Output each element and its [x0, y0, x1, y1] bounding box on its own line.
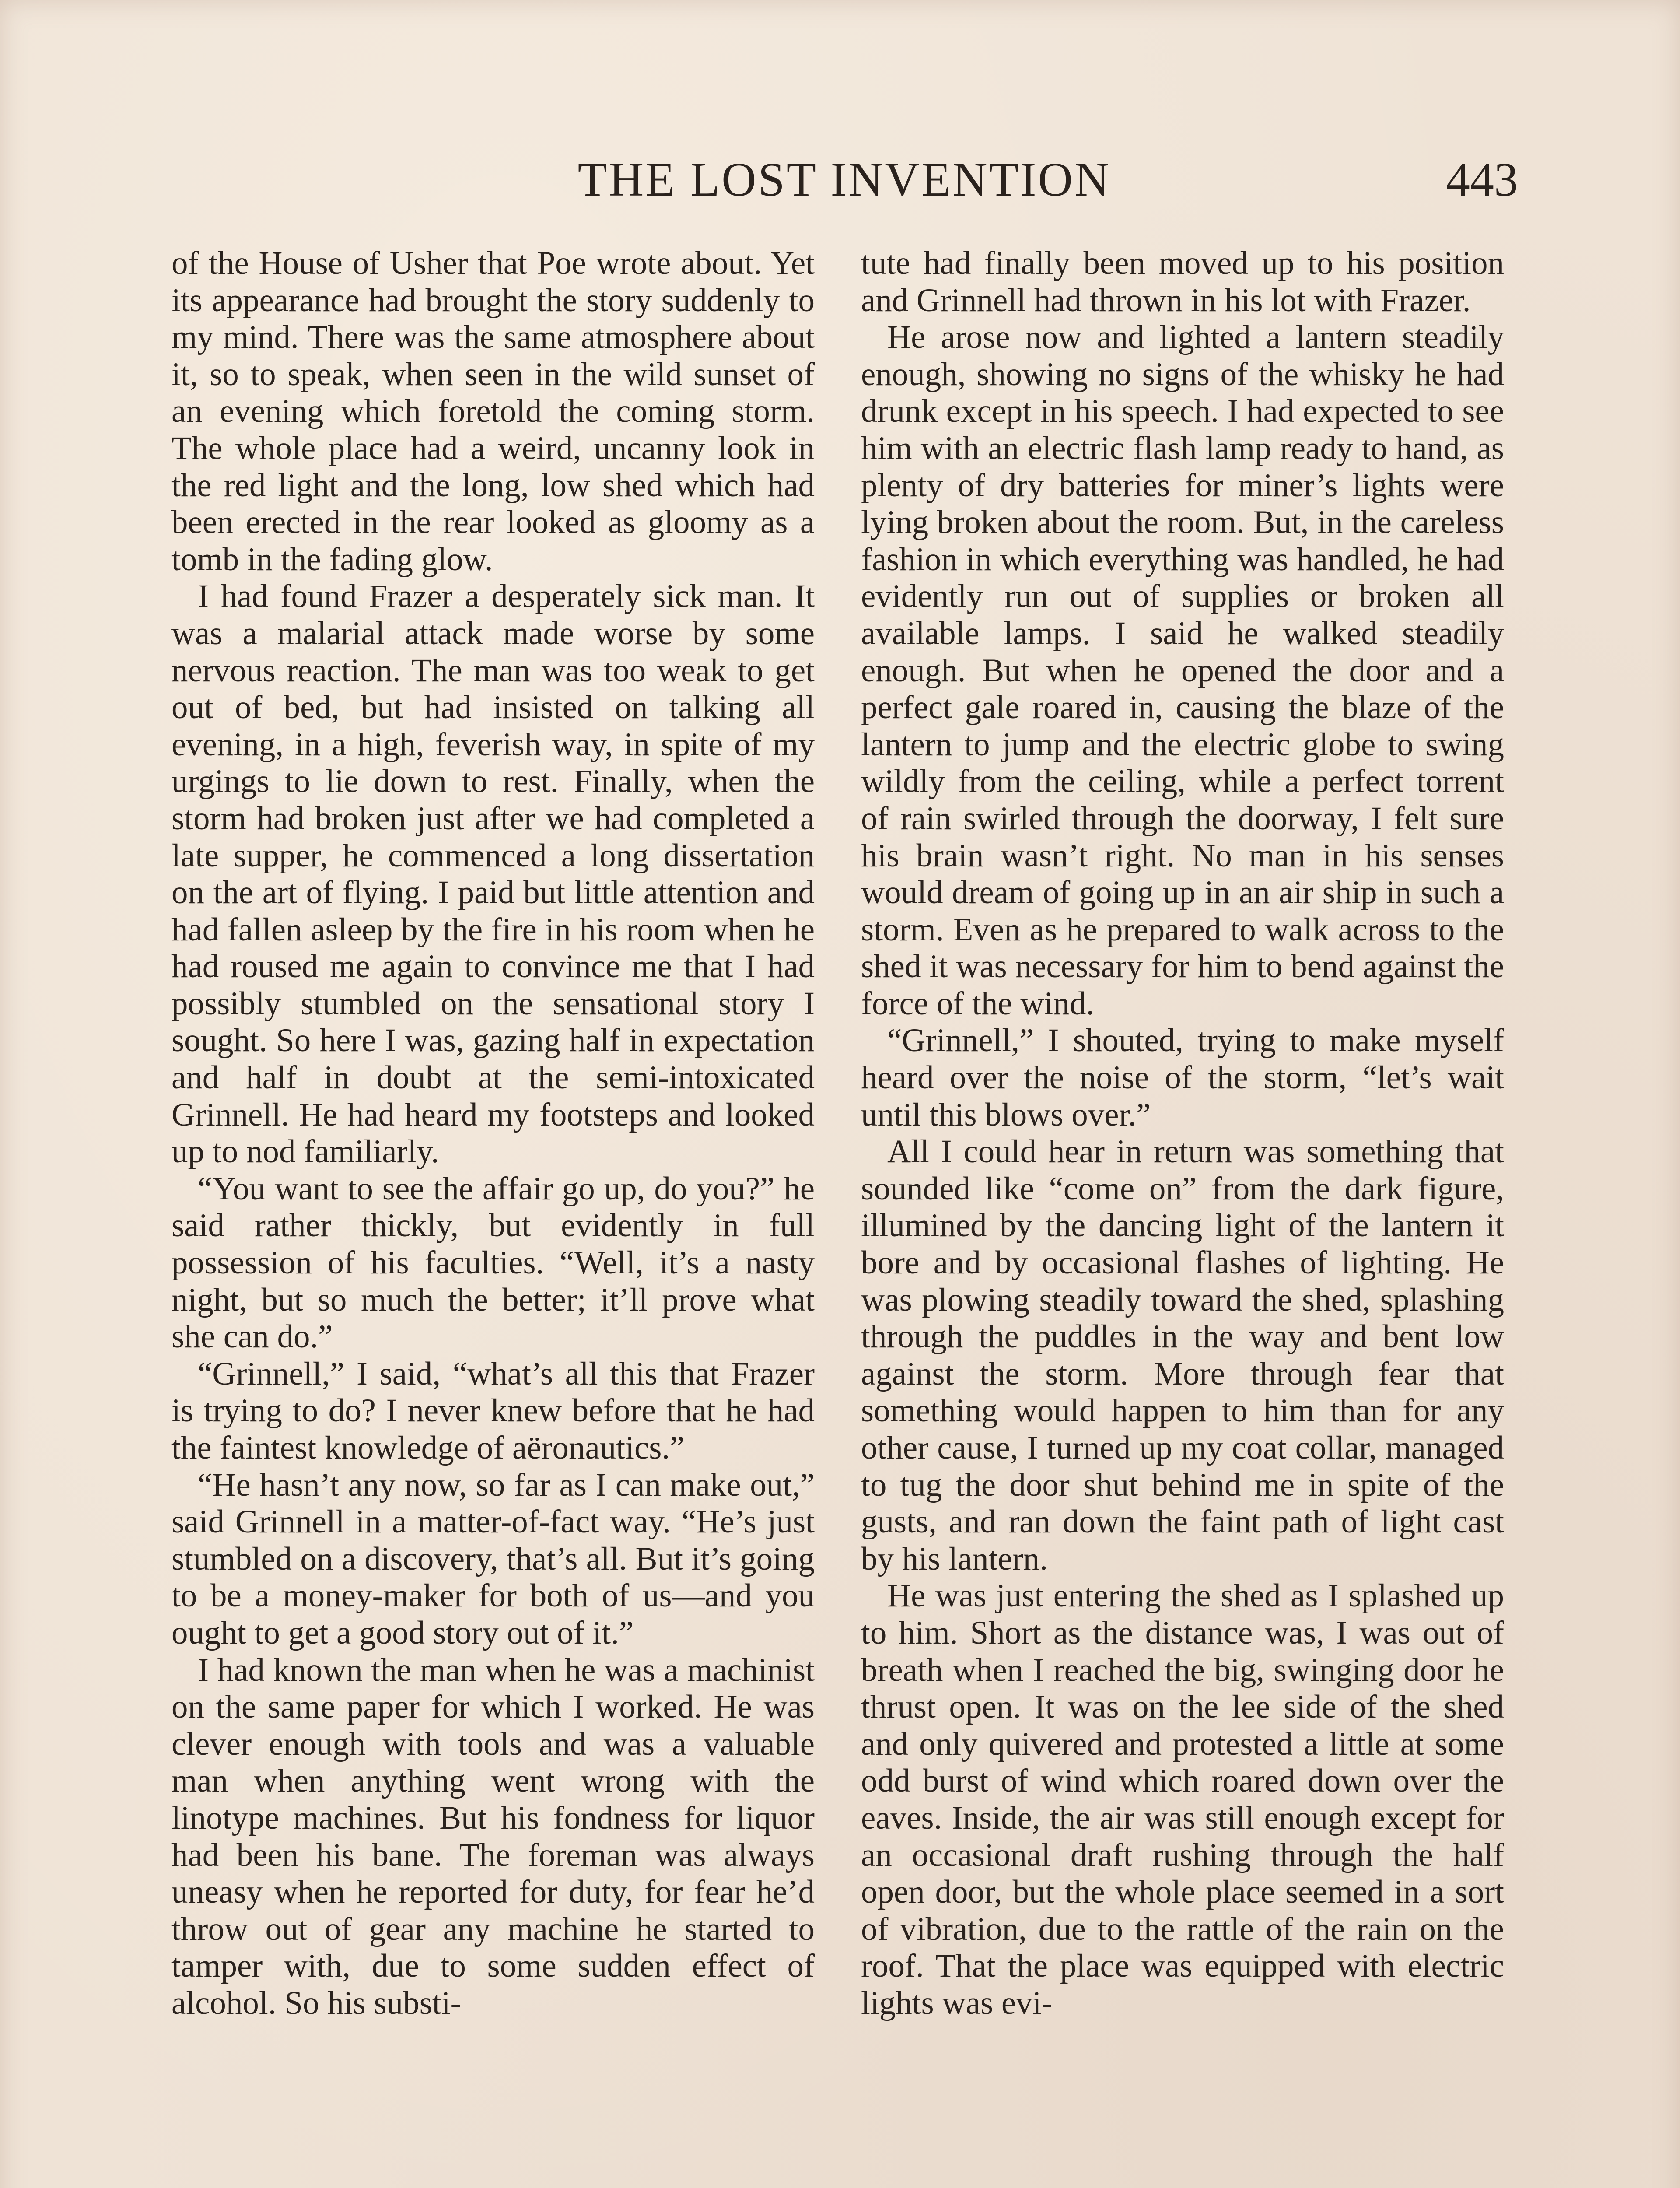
paragraph: I had known the man when he was a machinist on the same paper for which I worked. He was clever enough with tools and was a valuable man when anything went wrong with the linotype machines. But his fondness for liquor had been his bane. The foreman was always uneasy when he reported for duty, for fear he’d throw out of gear any machine he started to tamper with, due to some sudden effect of alcohol. So his substi- [172, 1652, 815, 2021]
page-number: 443 [1446, 153, 1518, 206]
right-column [861, 245, 1504, 2022]
paragraph: He was just entering the shed as I splashed up to him. Short as the distance was, I was out of breath when I reached the big, swinging door he thrust open. It was on the lee side of the shed and only quivered and protested a little at some odd burst of wind which roared down over the eaves. Inside, the air was still enough except for an occasional draft rushing through the half open door, but the whole place seemed in a sort of vibration, due to the rattle of the rain on the roof. That the place was equipped with electric lights was evi- [861, 1578, 1504, 2021]
left-column [172, 245, 815, 2022]
page-title: THE LOST INVENTION [578, 153, 1111, 206]
paragraph: “You want to see the affair go up, do you?” he said rather thickly, but evidently in full possession of his faculties. “Well, it’s a nasty night, but so much the better; it’ll prove what she can do.” [172, 1170, 815, 1355]
paragraph: “Grinnell,” I shouted, trying to make myself heard over the noise of the storm, “let’s wait until this blows over.” [861, 1022, 1504, 1133]
paragraph: “Grinnell,” I said, “what’s all this that Frazer is trying to do? I never knew before that he had the faintest knowledge of aëronautics.” [172, 1355, 815, 1466]
paragraph: of the House of Usher that Poe wrote about. Yet its appearance had brought the story suddenly to my mind. There was the same atmosphere about it, so to speak, when seen in the wild sunset of an evening which foretold the coming storm. The whole place had a weird, uncanny look in the red light and the long, low shed which had been erected in the rear looked as gloomy as a tomb in the fading glow. [172, 245, 815, 578]
paragraph: All I could hear in return was something that sounded like “come on” from the dark figure, illumined by the dancing light of the lantern it bore and by occasional flashes of lighting. He was plowing steadily toward the shed, splashing through the puddles in the way and bent low against the storm. More through fear that something would happen to him than for any other cause, I turned up my coat collar, managed to tug the door shut behind me in spite of the gusts, and ran down the faint path of light cast by his lantern. [861, 1133, 1504, 1577]
paragraph: “He hasn’t any now, so far as I can make out,” said Grinnell in a matter-of-fact way. “He’s just stumbled on a discovery, that’s all. But it’s going to be a money-maker for both of us—and you ought to get a good story out of it.” [172, 1466, 815, 1651]
paragraph: tute had finally been moved up to his position and Grinnell had thrown in his lot with Frazer. [861, 245, 1504, 319]
paragraph: I had found Frazer a desperately sick man. It was a malarial attack made worse by some nervous reaction. The man was too weak to get out of bed, but had insisted on talking all evening, in a high, feverish way, in spite of my urgings to lie down to rest. Finally, when the storm had broken just after we had completed a late supper, he commenced a long dissertation on the art of flying. I paid but little attention and had fallen asleep by the fire in his room when he had roused me again to convince me that I had possibly stumbled on the sensational story I sought. So here I was, gazing half in expectation and half in doubt at the semi-intoxicated Grinnell. He had heard my footsteps and looked up to nod familiarly. [172, 578, 815, 1170]
paragraph: He arose now and lighted a lantern steadily enough, showing no signs of the whisky he had drunk except in his speech. I had expected to see him with an electric flash lamp ready to hand, as plenty of dry batteries for miner’s lights were lying broken about the room. But, in the careless fashion in which everything was handled, he had evidently run out of supplies or broken all available lamps. I said he walked steadily enough. But when he opened the door and a perfect gale roared in, causing the blaze of the lantern to jump and the electric globe to swing wildly from the ceiling, while a perfect torrent of rain swirled through the doorway, I felt sure his brain wasn’t right. No man in his senses would dream of going up in an air ship in such a storm. Even as he prepared to walk across to the shed it was necessary for him to bend against the force of the wind. [861, 319, 1504, 1022]
running-header [171, 149, 1518, 210]
